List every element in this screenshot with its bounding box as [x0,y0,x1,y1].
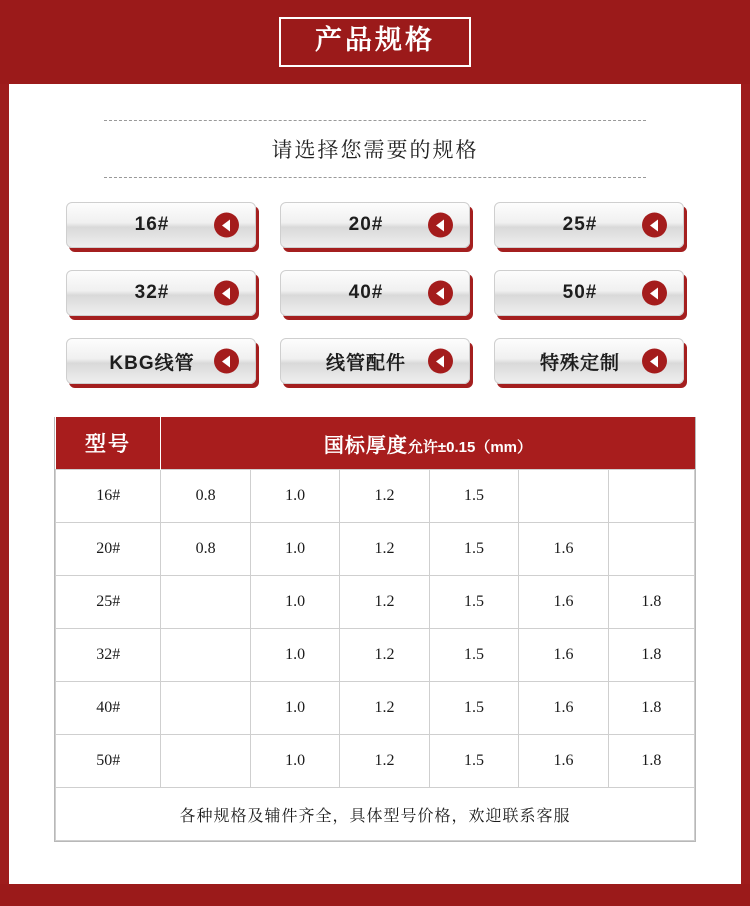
cell-value: 1.8 [608,735,694,788]
cell-value [608,523,694,576]
cell-model: 32# [56,629,161,682]
cell-value: 1.6 [519,735,608,788]
cell-value: 1.2 [340,682,429,735]
cell-value: 1.5 [429,735,518,788]
table-header-thickness [161,417,695,470]
table-row [56,629,695,682]
table-note: 各种规格及辅件齐全，具体型号价格，欢迎联系客服 [56,788,695,841]
arrow-left-icon [642,281,667,306]
cell-model: 50# [56,735,161,788]
arrow-left-icon [428,281,453,306]
cell-value: 1.0 [250,735,339,788]
spec-button-label: 20# [348,214,384,235]
arrow-left-icon [642,349,667,374]
spec-button-label: 线管配件 [325,352,406,374]
cell-value: 1.5 [429,682,518,735]
table-header-row [56,417,695,470]
spec-button-label: 16# [134,214,170,235]
table-header-model: 型号 [56,417,161,470]
cell-value: 1.2 [340,629,429,682]
cell-value: 0.8 [161,470,250,523]
cell-model: 25# [56,576,161,629]
subtitle-section [9,120,741,178]
spec-button-kbg-conduit[interactable] [66,338,256,384]
cell-value: 1.0 [250,682,339,735]
spec-button-label: 40# [348,282,384,303]
cell-value: 1.2 [340,576,429,629]
spec-button-16[interactable] [66,202,256,248]
cell-value: 1.6 [519,523,608,576]
cell-value: 1.2 [340,470,429,523]
arrow-left-icon [428,213,453,238]
divider-bottom [104,177,646,178]
header-banner [0,0,750,84]
spec-button-label: 25# [562,214,598,235]
cell-value [608,470,694,523]
table-row [56,523,695,576]
cell-value: 1.8 [608,576,694,629]
cell-value: 1.0 [250,470,339,523]
cell-value [161,576,250,629]
thickness-sub-label: 允许±0.15（mm） [407,438,533,456]
arrow-left-icon [428,349,453,374]
cell-value [161,629,250,682]
cell-value: 1.2 [340,735,429,788]
page-title: 产品规格 [315,25,435,56]
cell-value: 1.5 [429,523,518,576]
spec-button-label: 50# [562,282,598,303]
spec-button-label: 特殊定制 [539,352,620,374]
footer-bar [0,884,750,906]
spec-table-wrapper [54,417,696,842]
cell-model: 40# [56,682,161,735]
spec-button-label: KBG线管 [109,352,195,374]
cell-value: 1.8 [608,629,694,682]
table-row [56,470,695,523]
spec-button-grid [9,202,741,384]
cell-value: 1.5 [429,629,518,682]
cell-value [161,682,250,735]
cell-value: 1.8 [608,682,694,735]
cell-value: 1.0 [250,629,339,682]
cell-value: 1.5 [429,470,518,523]
spec-button-label: 32# [134,282,170,303]
arrow-left-icon [214,349,239,374]
thickness-main-label: 国标厚度 [323,434,408,457]
table-row [56,576,695,629]
spec-button-conduit-accessories[interactable] [280,338,470,384]
subtitle-text: 请选择您需要的规格 [271,139,479,162]
cell-value: 1.0 [250,576,339,629]
cell-value: 1.6 [519,576,608,629]
table-row [56,735,695,788]
table-note-row [56,788,695,841]
arrow-left-icon [642,213,667,238]
header-title-box [279,17,471,67]
spec-button-32[interactable] [66,270,256,316]
cell-value: 1.6 [519,682,608,735]
cell-model: 16# [56,470,161,523]
cell-value: 1.6 [519,629,608,682]
cell-value: 0.8 [161,523,250,576]
cell-value [519,470,608,523]
spec-table [55,417,695,841]
spec-button-20[interactable] [280,202,470,248]
cell-model: 20# [56,523,161,576]
spec-button-40[interactable] [280,270,470,316]
cell-value: 1.0 [250,523,339,576]
cell-value: 1.2 [340,523,429,576]
spec-button-50[interactable] [494,270,684,316]
cell-value [161,735,250,788]
arrow-left-icon [214,281,239,306]
cell-value: 1.5 [429,576,518,629]
spec-button-25[interactable] [494,202,684,248]
arrow-left-icon [214,213,239,238]
table-row [56,682,695,735]
spec-button-custom[interactable] [494,338,684,384]
